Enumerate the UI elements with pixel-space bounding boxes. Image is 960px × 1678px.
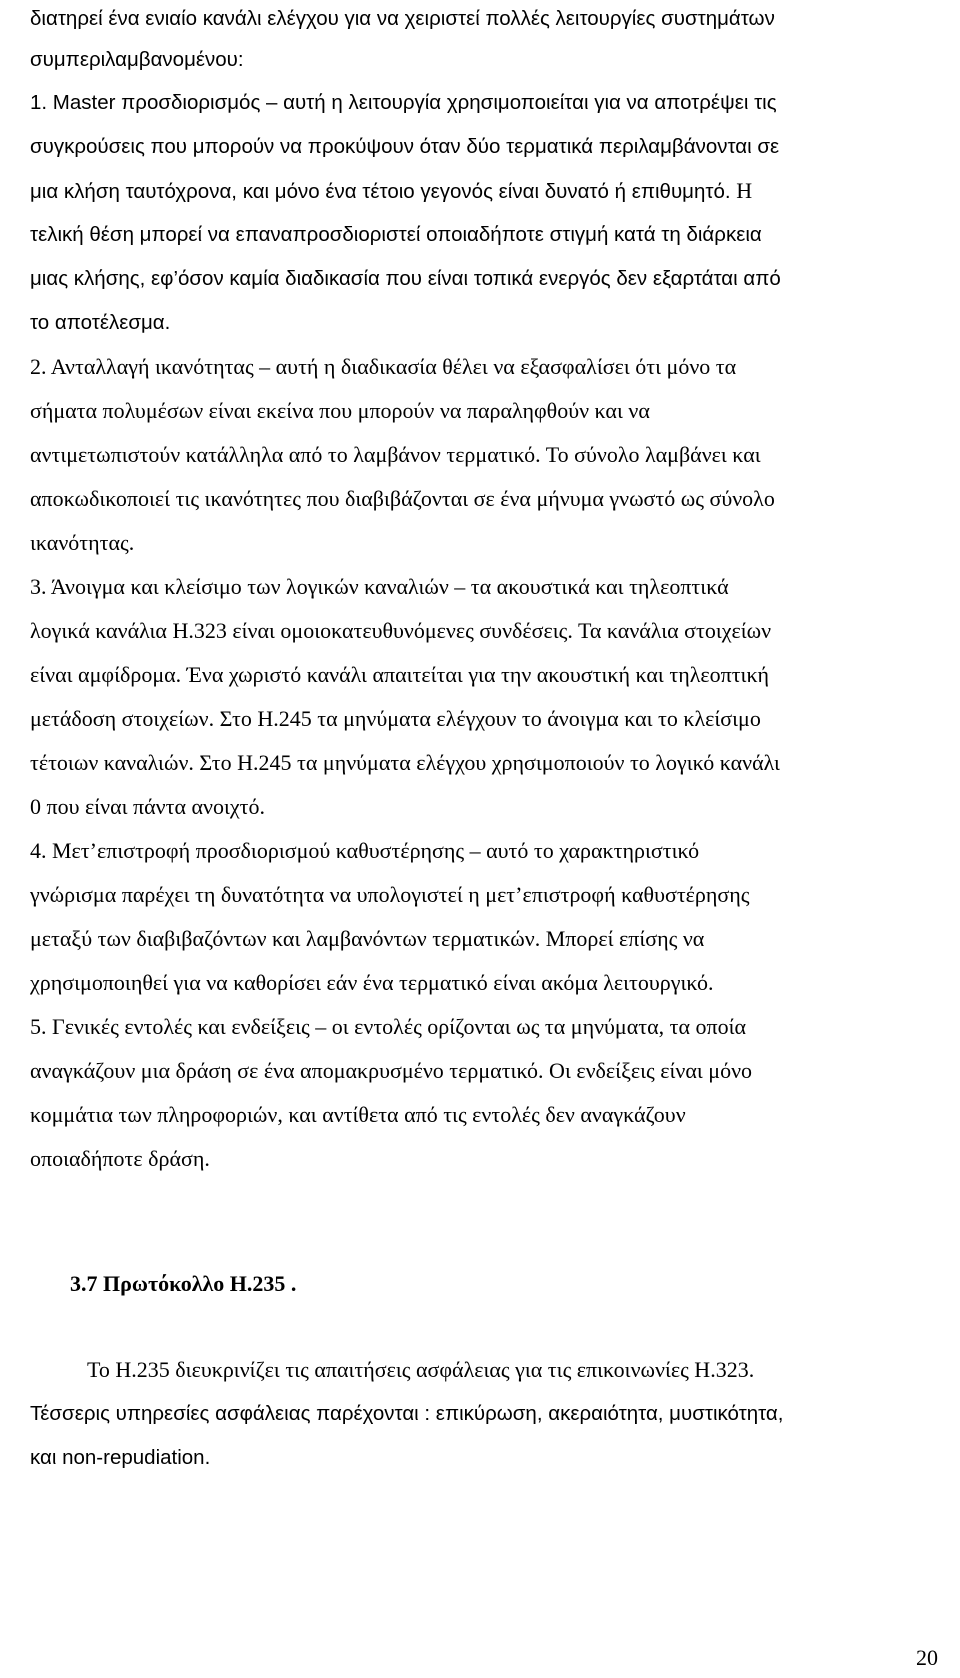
list-item-5-line-4: οποιαδήποτε δράση.: [30, 1146, 210, 1171]
list-item-3-line-6: 0 που είναι πάντα ανοιχτό.: [30, 794, 265, 819]
list-item-4-line-2: γνώρισμα παρέχει τη δυνατότητα να υπολογιστεί η μετ’επιστροφή καθυστέρησης: [30, 882, 750, 907]
list-item-3-line-1: 3. Άνοιγμα και κλείσιμο των λογικών καναλιών – τα ακουστικά και τηλεοπτικά: [30, 574, 729, 599]
list-item-2-line-3: αντιμετωπιστούν κατάλληλα από το λαμβάνον τερματικό. Το σύνολο λαμβάνει και: [30, 442, 761, 467]
list-item-1-line-3-text: μια κλήση ταυτόχρονα, και μόνο ένα τέτοιο γεγονός είναι δυνατό ή επιθυμητό.: [30, 180, 731, 203]
list-item-1-line-1: 1. Master προσδιορισμός – αυτή η λειτουργία χρησιμοποιείται για να αποτρέψει τις: [30, 91, 777, 114]
section-paragraph-line-1: Το H.235 διευκρινίζει τις απαιτήσεις ασφάλειας για τις επικοινωνίες H.323.: [87, 1357, 755, 1382]
list-item-5-line-1: 5. Γενικές εντολές και ενδείξεις – οι εντολές ορίζονται ως τα μηνύματα, τα οποία: [30, 1014, 747, 1039]
list-item-3-line-2: λογικά κανάλια H.323 είναι ομοιοκατευθυνόμενες συνδέσεις. Τα κανάλια στοιχείων: [30, 618, 772, 643]
list-item-5-line-3: κομμάτια των πληροφοριών, και αντίθετα από τις εντολές δεν αναγκάζουν: [30, 1102, 686, 1127]
list-item-4-line-4: χρησιμοποιηθεί για να καθορίσει εάν ένα τερματικό είναι ακόμα λειτουργικό.: [30, 970, 714, 995]
list-item-1-line-4: τελική θέση μπορεί να επαναπροσδιοριστεί οποιαδήποτε στιγμή κατά τη διάρκεια: [30, 223, 762, 246]
list-item-4-line-3: μεταξύ των διαβιβαζόντων και λαμβανόντων τερματικών. Μπορεί επίσης να: [30, 926, 705, 951]
list-item-2-line-1: 2. Ανταλλαγή ικανότητας – αυτή η διαδικασία θέλει να εξασφαλίσει ότι μόνο τα: [30, 354, 737, 379]
section-paragraph-line-2: Τέσσερις υπηρεσίες ασφάλειας παρέχονται : επικύρωση, ακεραιότητα, μυστικότητα,: [30, 1402, 784, 1425]
list-item-1-line-6: το αποτέλεσμα.: [30, 311, 171, 334]
list-item-4-line-1: 4. Μετ’επιστροφή προσδιορισμού καθυστέρησης – αυτό το χαρακτηριστικό: [30, 838, 700, 863]
list-item-2-line-2: σήματα πολυμέσων είναι εκείνα που μπορούν να παραληφθούν και να: [30, 398, 650, 423]
list-item-3-line-4: μετάδοση στοιχείων. Στο H.245 τα μηνύματα ελέγχουν το άνοιγμα και το κλείσιμο: [30, 706, 761, 731]
list-item-1-line-2: συγκρούσεις που μπορούν να προκύψουν όταν δύο τερματικά περιλαμβάνονται σε: [30, 135, 780, 158]
page-number: 20: [916, 1645, 938, 1670]
list-item-3-line-5: τέτοιων καναλιών. Στο H.245 τα μηνύματα ελέγχου χρησιμοποιούν το λογικό κανάλι: [30, 750, 780, 775]
section-paragraph-line-3: και non-repudiation.: [30, 1446, 211, 1469]
list-item-3-line-3: είναι αμφίδρομα. Ένα χωριστό κανάλι απαιτείται για την ακουστική και τηλεοπτική: [30, 662, 770, 687]
list-item-1-line-5: μιας κλήσης, εφ’όσον καμία διαδικασία που είναι τοπικά ενεργός δεν εξαρτάται από: [30, 267, 781, 290]
body-line-1: διατηρεί ένα ενιαίο κανάλι ελέγχου για να χειριστεί πολλές λειτουργίες συστημάτων: [30, 7, 775, 30]
list-item-2-line-5: ικανότητας.: [30, 530, 135, 555]
list-item-2-line-4: αποκωδικοποιεί τις ικανότητες που διαβιβάζονται σε ένα μήνυμα γνωστό ως σύνολο: [30, 486, 775, 511]
body-line-2: συμπεριλαμβανομένου:: [30, 48, 244, 71]
list-item-1-line-3-tail: Η: [736, 178, 753, 203]
list-item-1-line-3: [30, 178, 752, 205]
section-heading: 3.7 Πρωτόκολλο H.235 .: [70, 1271, 297, 1296]
list-item-5-line-2: αναγκάζουν μια δράση σε ένα απομακρυσμένο τερματικό. Οι ενδείξεις είναι μόνο: [30, 1058, 753, 1083]
